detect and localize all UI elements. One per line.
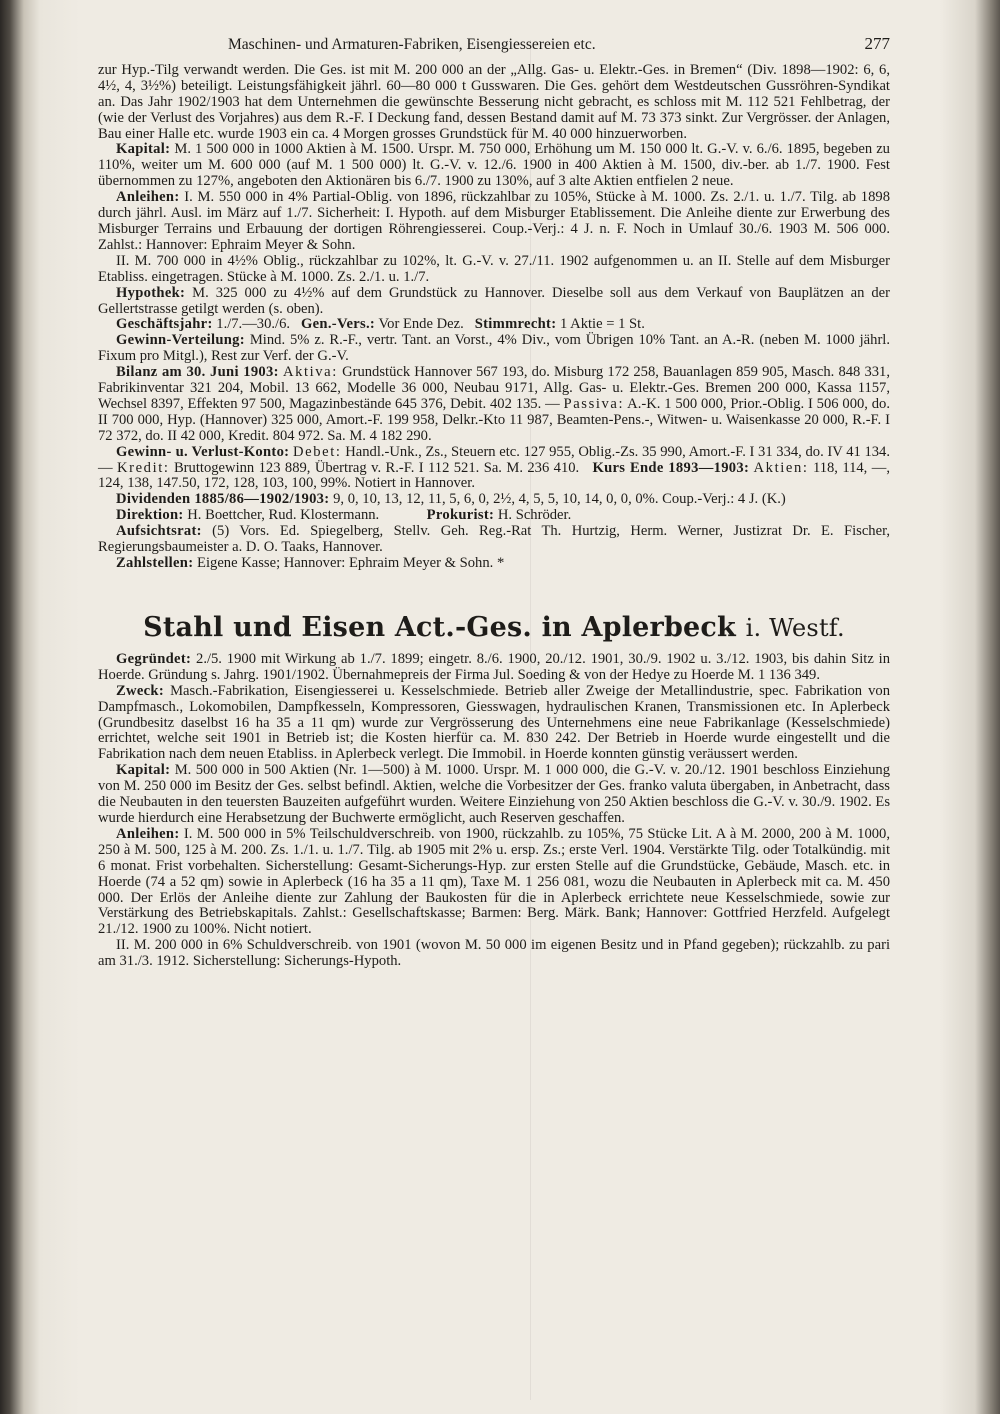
kapital-text-2: M. 500 000 in 500 Aktien (Nr. 1—500) à M. 1000. Urspr. M. 1 000 000, die G.-V. v. 20./12. 1901 beschloss Einziehung von M. 250 000 im Besitz der Ges. selbst befindl. Aktien, welche die Vorbesitzer der Ges. franko valuta übergaben, in Anbetracht, dass die Neubauten in den teuersten Bauzeiten aufgeführt wurden. Weitere Einziehung von 250 Aktien beschloss die G.-V. v. 30./9. 1902. Es wurde hierdurch eine Herabsetzung der Buchwerte ermöglicht, auch Reserven geschaffen. [98, 762, 890, 826]
anleihen-text: I. M. 550 000 in 4% Partial-Oblig. von 1896, rückzahlbar zu 105%, Stücke à M. 1000. Zs. 2./1. u. 1./7. Tilg. ab 1898 durch jährl. Ausl. im März auf 1./7. Sicherheit: I. Hypoth. auf dem Misburger Etablissement. Die Anleihe diente zur Erwerbung des Misburger Terrains und Erbauung der dortigen Röhrengiesserei. Coup.-Verj.: 4 J. n. F. Noch in Umlauf 30./6. 1903 M. 506 000. Zahlst.: Hannover: Ephraim Meyer & Sohn. [98, 189, 890, 253]
label-passiva: Passiva: [563, 395, 625, 412]
anleihen-text-2: I. M. 500 000 in 5% Teilschuldverschreib. von 1900, rückzahlb. zu 105%, 75 Stücke Lit. A à M. 2000, 200 à M. 1000, 250 à M. 500, 125 à M. 200. Zs. 1./1. u. 1./7. Tilg. ab 1905 mit 2% u. ersp. Zs.; erste Verl. 1904. Verstärkte Tilg. oder Totalkündig. mit 6 monat. Frist vorbehalten. Sicherstellung: Gesamt-Sicherungs-Hyp. zur ersten Stelle auf die Grundstücke, Gebäude, Masch. etc. in Hoerde (74 a 52 qm) sowie in Aplerbeck (16 ha 35 a 11 qm), Taxe M. 1 256 081, wozu die Neubauten in Aplerbeck mit ca. M. 450 000. Der Erlös der Anleihe diente zur Zahlung der Baukosten für die in Aplerbeck errichtete neue Kesselschmiede, sowie zur Verstärkung des Betriebskapitals. Zahlst.: Gesellschaftskasse; Barmen: Berg. Märk. Bank; Hannover: Gottfried Herzfeld. Aufgelegt 21./12. 1900 zu 100%. Nicht notiert. [98, 825, 890, 938]
entry1-anleihen-ii: II. M. 700 000 in 4½% Oblig., rückzahlbar zu 102%, lt. G.-V. v. 27./11. 1902 aufgenommen u. an II. Stelle auf dem Misburger Etabliss. eingetragen. Stücke à M. 1000. Zs. 2./1. u. 1./7. [98, 252, 890, 285]
entry1-direktion [98, 508, 890, 524]
label-kredit: Kredit: [117, 459, 170, 476]
entry1-gewinn-verteilung [98, 333, 890, 365]
entry1-anleihen [98, 190, 890, 254]
entry1-kapital [98, 142, 890, 190]
document-body [98, 36, 890, 970]
zweck-text: Masch.-Fabrikation, Eisengiesserei u. Kesselschmiede. Betrieb aller Zweige der Metallindustrie, spec. Fabrikation von Dampfmasch., Lokomobilen, Dampfkesseln, Kompressoren, Giesswagen, hydraulischen Kranen, Transmissionen etc. In Aplerbeck (Grundbesitz daselbst 16 ha 35 a 11 qm) wurde zur Vergrösserung des Unternehmens eine neue Fabrikanlage (Kesselschmiede) errichtet, welche seit 1901 in Betrieb ist; die Kosten hierfür ca. M. 830 242. Der Betrieb in Hoerde wurde eingestellt und die Fabrikation nach dem neuen Etabliss. in Aplerbeck verlegt. Die Immobil. in Hoerde konnten günstig veräussert werden. [98, 682, 890, 763]
label-kurs: Kurs Ende 1893—1903: [592, 459, 750, 476]
kurs-text: 118, 114, —, 124, 138, 147.50, 172, 128, 103, 100, 99%. Notiert in Hannover. [98, 459, 890, 492]
page-number: 277 [864, 34, 890, 53]
label-kurs-aktien: Aktien: [753, 459, 809, 476]
entry1-zahlstellen [98, 556, 890, 572]
label-hypothek: Hypothek: [116, 284, 186, 301]
kredit-text: Bruttogewinn 123 889, Übertrag v. R.-F. I 112 521. Sa. M. 236 410. [173, 459, 580, 476]
gj-text: 1./7.—30./6. [216, 316, 291, 333]
gegruendet-text: 2./5. 1900 mit Wirkung ab 1./7. 1899; eingetr. 8./6. 1900, 20./12. 1901, 30./9. 1902 u. 3./12. 1903, bis dahin Sitz in Hoerde. Gründung s. Jahrg. 1901/1902. Übernahmepreis der Firma Jul. Soeding & von der Hedye zu Hoerde M. 1 136 349. [98, 650, 891, 683]
entry2-title [98, 612, 890, 644]
entry2-zweck [98, 684, 890, 764]
label-kapital-2: Kapital: [116, 762, 171, 779]
label-prokurist: Prokurist: [426, 507, 495, 524]
entry1-bilanz [98, 365, 890, 445]
debet-text: Handl.-Unk., Zs., Steuern etc. 127 955, Oblig.-Zs. 35 990, Amort.-F. I 31 334, do. IV 41 134. — [98, 443, 890, 476]
aufsichtsrat-text: (5) Vors. Ed. Spiegelberg, Stellv. Geh. Reg.-Rat Th. Hurtzig, Herm. Werner, Justizrat Dr. E. Fischer, Regierungsbaumeister a. D. O. Taaks, Hannover. [98, 523, 890, 556]
entry2-title-suffix: i. Westf. [745, 613, 845, 642]
entry1-dividenden [98, 492, 890, 508]
running-header [98, 36, 890, 53]
gv-text: Vor Ende Dez. [378, 316, 464, 333]
label-gen-vers: Gen.-Vers.: [301, 316, 376, 333]
label-gegruendet: Gegründet: [116, 650, 192, 667]
label-dividenden: Dividenden 1885/86—1902/1903: [116, 491, 330, 508]
entry2-gegruendet [98, 652, 890, 684]
entry2-title-main: Stahl und Eisen Act.-Ges. in Aplerbeck [143, 611, 736, 643]
entry1-geschaeftsjahr [98, 317, 890, 333]
label-aktiva: Aktiva: [282, 364, 338, 381]
entry2-anleihen-ii: II. M. 200 000 in 6% Schuldverschreib. von 1901 (wovon M. 50 000 im eigenen Besitz und in Pfand gegeben); rückzahlb. zu pari am 31./3. 1912. Sicherstellung: Sicherungs-Hypoth. [98, 937, 890, 970]
dividenden-text: 9, 0, 10, 13, 12, 11, 5, 6, 0, 2½, 4, 5, 5, 10, 14, 0, 0, 0%. Coup.-Verj.: 4 J. (K.) [333, 491, 786, 508]
entry1-guv [98, 445, 890, 493]
label-anleihen: Anleihen: [116, 189, 180, 206]
gewinn-text: Mind. 5% z. R.-F., vertr. Tant. an Vorst., 4% Div., vom Übrigen 10% Tant. an A.-R. (neben M. 1000 jährl. Fixum pro Mitgl.), Rest zur Verf. der G.-V. [98, 332, 891, 365]
label-zweck: Zweck: [116, 682, 165, 699]
label-geschaeftsjahr: Geschäftsjahr: [116, 316, 213, 333]
label-anleihen-2: Anleihen: [116, 825, 180, 842]
label-bilanz: Bilanz am 30. Juni 1903: [116, 364, 279, 381]
entry1-hypothek [98, 286, 890, 318]
label-gewinn-verteilung: Gewinn-Verteilung: [116, 332, 245, 349]
label-aufsichtsrat: Aufsichtsrat: [116, 523, 202, 540]
hypothek-text: M. 325 000 zu 4½% auf dem Grundstück zu Hannover. Dieselbe soll aus dem Verkauf von Bauplätzen an der Gellertstrasse getilgt werden (s. oben). [98, 284, 890, 317]
label-direktion: Direktion: [116, 507, 184, 524]
entry2-kapital [98, 763, 890, 827]
entry2-anleihen [98, 827, 890, 938]
label-guv: Gewinn- u. Verlust-Konto: [116, 443, 290, 460]
aktiva-text: Grundstück Hannover 567 193, do. Misburg 172 258, Bauanlagen 859 905, Masch. 848 331, Fabrikinventar 321 204, Mobil. 13 662, Modelle 36 000, Neubau 9171, Allg. Gas- u. Elektr.-Ges. Bremen 200 000, Kassa 1157, Wechsel 8397, Effekten 97 500, Magazinbestände 645 376, Debit. 402 135. — [98, 364, 891, 412]
label-stimmrecht: Stimmrecht: [474, 316, 557, 333]
label-kapital: Kapital: [116, 141, 171, 158]
direktion-text: H. Boettcher, Rud. Klostermann. [187, 507, 380, 524]
kapital-text: M. 1 500 000 in 1000 Aktien à M. 1500. Urspr. M. 750 000, Erhöhung um M. 150 000 lt. G.-V. v. 6./6. 1895, begeben zu 110%, weiter um M. 600 000 (auf M. 1 500 000) lt. G.-V. v. 12./6. 1900 in 400 Aktien à M. 1500, div.-ber. ab 1./7. 1900. Fest übernommen zu 127%, angeboten den Aktionären bis 6./7. 1900 zu 130%, auf 3 alte Aktien entfielen 2 neue. [98, 141, 890, 190]
zahlstellen-text: Eigene Kasse; Hannover: Ephraim Meyer & Sohn. * [197, 555, 505, 571]
prokurist-text: H. Schröder. [497, 507, 572, 524]
entry1-intro: zur Hyp.-Tilg verwandt werden. Die Ges. ist mit M. 200 000 an der „Allg. Gas- u. Elektr.-Ges. in Bremen“ (Div. 1898—1902: 6, 6, 4½, 4, 3½%) beteiligt. Leistungsfähigkeit jährl. 60—80 000 t Gusswaren. Die Ges. gehört dem Westdeutschen Gussröhren-Syndikat an. Das Jahr 1902/1903 hat dem Unternehmen die gewünschte Besserung nicht gebracht, es schloss mit M. 112 521 Fehlbetrag, der (wie der Verlust des Vorjahres) aus dem R.-F. I Deckung fand, dessen Bestand damit auf M. 73 373 sinkt. Zur Vergrösser. der Anlagen, Bau einer Halle etc. wurde 1903 ein ca. 4 Morgen grosses Grundstück für M. 40 000 hinzuerworben. [98, 61, 890, 142]
stimm-text: 1 Aktie = 1 St. [560, 316, 645, 333]
running-title: Maschinen- und Armaturen-Fabriken, Eisengiessereien etc. [228, 36, 596, 53]
passiva-text: A.-K. 1 500 000, Prior.-Oblig. I 506 000, do. II 700 000, Hyp. (Hannover) 325 000, Amort.-F. 199 958, Delkr.-Kto 11 987, Beamten-Pens.-, Witwen- u. Waisenkasse 20 000, R.-F. I 72 372, do. II 42 000, Kredit. 804 972. Sa. M. 4 182 290. [98, 395, 890, 444]
label-debet: Debet: [293, 443, 342, 460]
entry1-aufsichtsrat [98, 524, 890, 556]
label-zahlstellen: Zahlstellen: [116, 555, 194, 571]
